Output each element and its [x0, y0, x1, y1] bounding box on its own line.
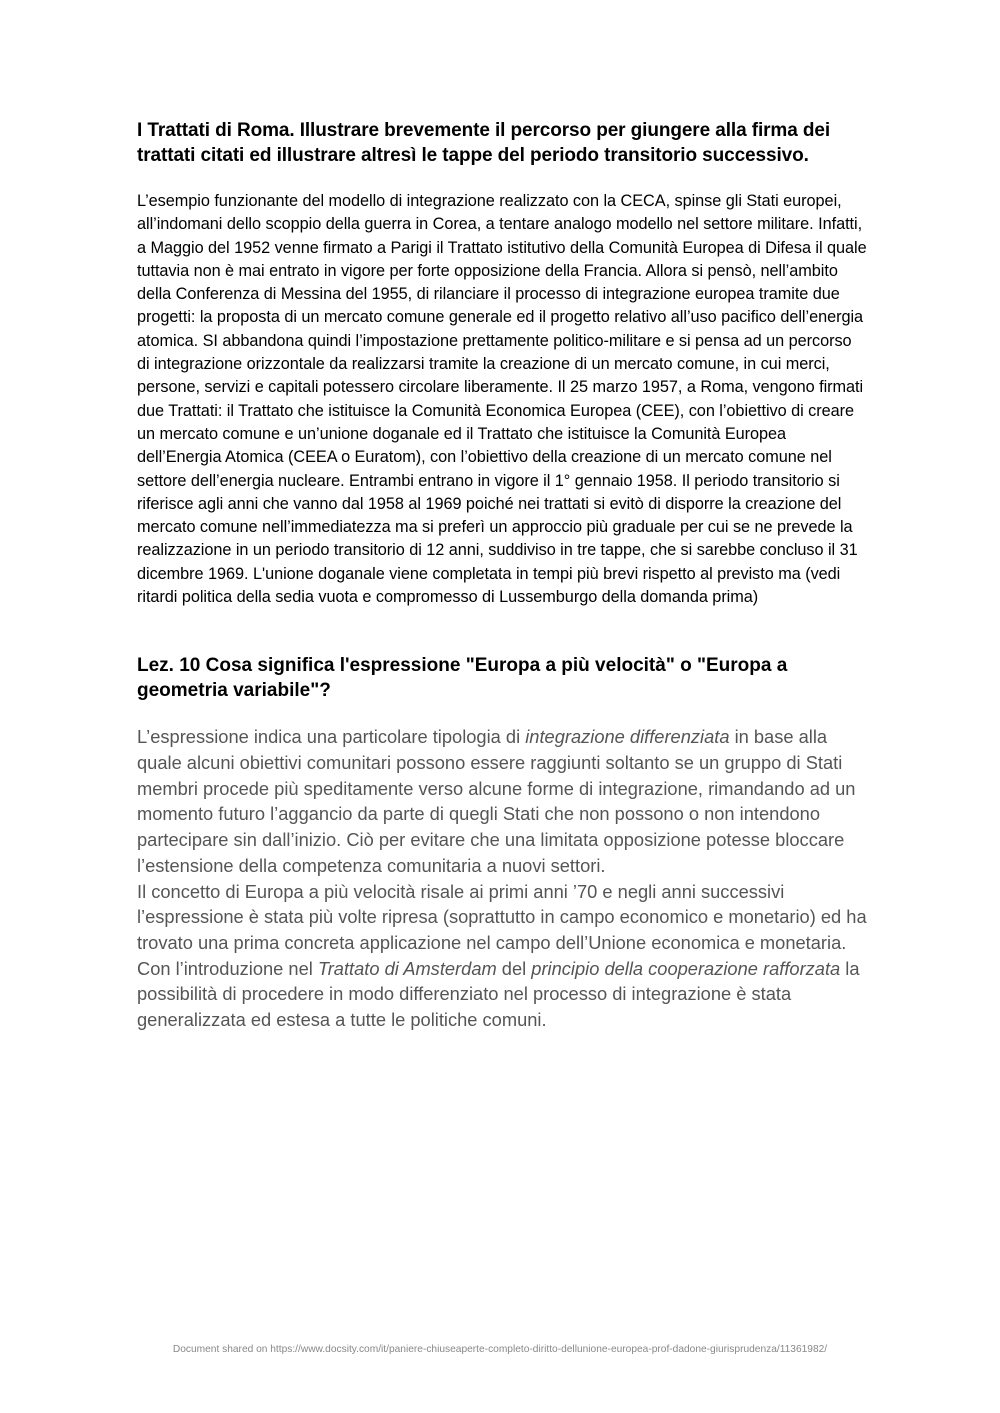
document-footer: Document shared on https://www.docsity.com/it/paniere-chiuseaperte-completo-diritto-dellunione-europea-prof-dadone-giurisprudenza/11361982/: [172, 1344, 828, 1355]
question-2-title: Lez. 10 Cosa significa l'espressione "Europa a più velocità" o "Europa a geometria variabile"?: [137, 655, 788, 702]
answer-text: in base alla quale alcuni obiettivi comunitari possono essere raggiunti soltanto se un gruppo di Stati membri procede più speditamente verso alcune forme di integrazione, rimandando ad un momento futuro l’aggancio da parte di quegli Stati che non possono o non intendono partecipare sin dall’inizio. Ciò per evitare che una limitata opposizione potesse bloccare l’estensione della competenza comunitaria a nuovi settori.: [137, 726, 856, 876]
answer-text: del: [496, 957, 532, 979]
answer-emphasis: principio della cooperazione rafforzata: [531, 957, 841, 979]
answer-emphasis: integrazione differenziata: [525, 726, 730, 748]
question-1-title: I Trattati di Roma. Illustrare brevemente il percorso per giungere alla firma dei trattati citati ed illustrare altresì le tappe del periodo transitorio successivo.: [137, 120, 831, 166]
answer-emphasis: Trattato di Amsterdam: [317, 957, 497, 979]
answer-2-paragraph-1: [137, 724, 867, 878]
answer-text: la possibilità di procedere in modo differenziato nel processo di integrazione è stata generalizzata ed estesa a tutte le politiche comuni.: [137, 957, 860, 1031]
answer-text: L’espressione indica una particolare tipologia di: [137, 726, 526, 748]
question-1-answer: L’esempio funzionante del modello di integrazione realizzato con la CECA, spinse gli Stati europei, all’indomani dello scoppio della guerra in Corea, a tentare analogo modello nel settore militare. Infatti, a Maggio del 1952 venne firmato a Parigi il Trattato istitutivo della Comunità Europea di Difesa il quale tuttavia non è mai entrato in vigore per forte opposizione della Francia. Allora si pensò, nell’ambito della Conferenza di Messina del 1955, di rilanciare il processo di integrazione europea tramite due progetti: la proposta di un mercato comune generale ed il progetto relativo all’uso pacifico dell’energia atomica. SI abbandona quindi l’impostazione prettamente politico-militare e si pensa ad un percorso di integrazione orizzontale da realizzarsi tramite la creazione di un mercato comune, in cui merci, persone, servizi e capitali potessero circolare liberamente. Il 25 marzo 1957, a Roma, vengono firmati due Trattati: il Trattato che istituisce la Comunità Economica Europea (CEE), con l’obiettivo di creare un mercato comune e un’unione doganale ed il Trattato che istituisce la Comunità Europea dell’Energia Atomica (CEEA o Euratom), con l’obiettivo della creazione di un mercato comune nel settore dell’energia nucleare. Entrambi entrano in vigore il 1° gennaio 1958. Il periodo transitorio si riferisce agli anni che vanno dal 1958 al 1969 poiché nei trattati si evitò di disporre la creazione del mercato comune nell’immediatezza ma si preferì un approccio più graduale per cui se ne prevede la realizzazione in un periodo transitorio di 12 anni, suddiviso in tre tappe, che si sarebbe concluso il 31 dicembre 1969. L'unione doganale viene completata in tempi più brevi rispetto al previsto ma (vedi ritardi politica della sedia vuota e compromesso di Lussemburgo della domanda prima): [137, 192, 867, 607]
answer-text: Con l’introduzione nel: [137, 957, 318, 979]
question-2-answer: [137, 724, 867, 1032]
answer-2-paragraph-3: [137, 956, 867, 1033]
answer-2-paragraph-2: Il concetto di Europa a più velocità risale ai primi anni ’70 e negli anni successivi l’espressione è stata più volte ripresa (soprattutto in campo economico e monetario) ed ha trovato una prima concreta applicazione nel campo dell’Unione economica e monetaria.: [137, 880, 867, 953]
page-content: [137, 118, 867, 1033]
